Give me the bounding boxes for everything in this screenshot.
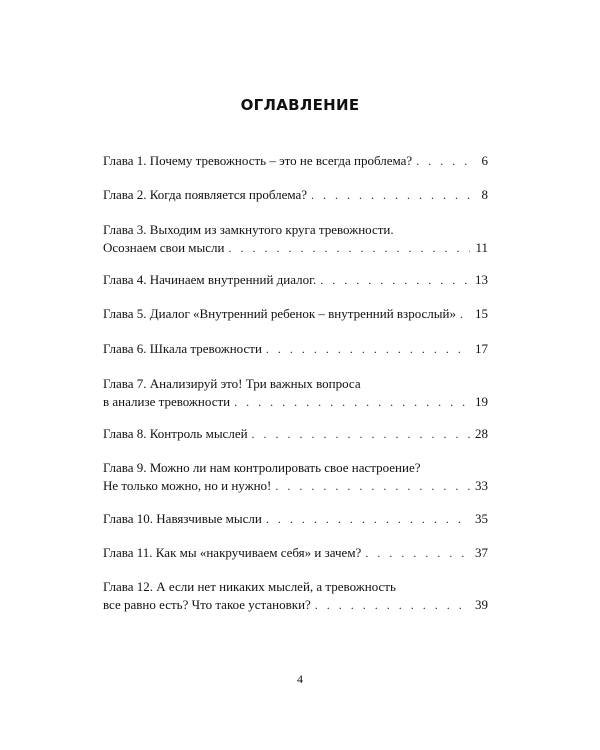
toc-page-number: 8 xyxy=(481,187,488,202)
page-number: 4 xyxy=(297,672,303,686)
toc-entry-12[interactable] xyxy=(103,578,488,614)
leader-dots xyxy=(252,425,470,443)
leader-dots xyxy=(311,186,470,204)
toc-entry-text: все равно есть? Что такое установки? xyxy=(103,597,311,612)
toc-entry-text: Глава 11. Как мы «накручиваем себя» и зачем? xyxy=(103,545,362,560)
toc-page-number: 13 xyxy=(475,272,488,287)
toc-page-number: 35 xyxy=(475,511,488,526)
leader-dots xyxy=(365,544,470,562)
leader-dots xyxy=(228,239,470,257)
leader-dots xyxy=(234,393,470,411)
toc-entry-3[interactable] xyxy=(103,221,488,257)
leader-dots xyxy=(315,596,470,614)
toc-entry-8[interactable] xyxy=(103,425,488,443)
toc-entry-9[interactable] xyxy=(103,459,488,495)
toc-entry-7[interactable] xyxy=(103,375,488,411)
toc-page-number: 33 xyxy=(475,478,488,493)
page-title: ОГЛАВЛЕНИЕ xyxy=(240,96,360,114)
leader-dots xyxy=(266,340,470,358)
toc-entry-5[interactable] xyxy=(103,305,488,323)
toc-entry-text: в анализе тревожности xyxy=(103,394,231,409)
toc-entry-text: Глава 6. Шкала тревожности xyxy=(103,341,262,356)
toc-entry-1[interactable] xyxy=(103,152,488,170)
toc-page-number: 15 xyxy=(475,306,488,321)
toc-entry-text: Глава 2. Когда появляется проблема? xyxy=(103,187,308,202)
toc-entry-text: Глава 5. Диалог «Внутренний ребенок – внутренний взрослый» xyxy=(103,306,456,321)
leader-dots xyxy=(275,477,470,495)
toc-page-number: 17 xyxy=(475,341,488,356)
leader-dots xyxy=(320,271,470,289)
toc-entry-text: Глава 3. Выходим из замкнутого круга тревожности. xyxy=(103,222,394,237)
leader-dots xyxy=(266,510,470,528)
toc-entry-6[interactable] xyxy=(103,340,488,358)
toc-page-number: 6 xyxy=(481,153,488,168)
leader-dots xyxy=(416,152,470,170)
toc-page-number: 28 xyxy=(475,426,488,441)
toc-entry-text: Не только можно, но и нужно! xyxy=(103,478,272,493)
toc-entry-text: Глава 8. Контроль мыслей xyxy=(103,426,248,441)
toc-page-number: 19 xyxy=(475,394,488,409)
toc-entry-2[interactable] xyxy=(103,186,488,204)
toc-page-number: 11 xyxy=(475,240,488,255)
toc-entry-text: Осознаем свои мысли xyxy=(103,240,225,255)
toc-entry-text: Глава 7. Анализируй это! Три важных вопроса xyxy=(103,376,361,391)
leader-dots xyxy=(460,305,470,323)
toc-entry-text: Глава 1. Почему тревожность – это не всегда проблема? xyxy=(103,153,413,168)
toc-page-number: 37 xyxy=(475,545,488,560)
toc-entry-text: Глава 10. Навязчивые мысли xyxy=(103,511,262,526)
toc-entry-text: Глава 4. Начинаем внутренний диалог. xyxy=(103,272,317,287)
toc-entry-10[interactable] xyxy=(103,510,488,528)
toc-entry-text: Глава 12. А если нет никаких мыслей, а тревожность xyxy=(103,579,396,594)
toc-entry-text: Глава 9. Можно ли нам контролировать свое настроение? xyxy=(103,460,421,475)
toc-entry-11[interactable] xyxy=(103,544,488,562)
toc-entry-4[interactable] xyxy=(103,271,488,289)
toc-page-number: 39 xyxy=(475,597,488,612)
